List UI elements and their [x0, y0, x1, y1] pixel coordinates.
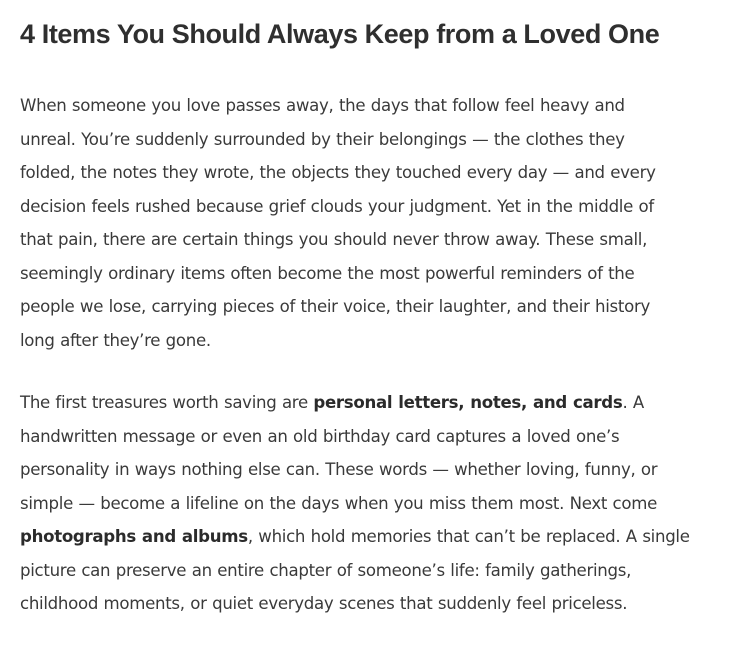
paragraph-line: that pain, there are certain things you should never throw away. These small, — [20, 230, 648, 249]
intro-paragraph — [20, 89, 656, 357]
paragraph-line: simple — become a lifeline on the days when you miss them most. Next come — [20, 493, 657, 513]
paragraph-line: When someone you love passes away, the days that follow feel heavy and — [20, 96, 625, 115]
items-paragraph — [20, 386, 690, 621]
paragraph-line: childhood moments, or quiet everyday scenes that suddenly feel priceless. — [20, 594, 628, 613]
paragraph-line: personality in ways nothing else can. These words — whether loving, funny, or — [20, 460, 658, 479]
paragraph-line: seemingly ordinary items often become the most powerful reminders of the — [20, 263, 635, 283]
article-title: 4 Items You Should Always Keep from a Loved One — [20, 19, 660, 49]
paragraph-line — [20, 386, 690, 420]
line-text: The first treasures worth saving are — [20, 393, 314, 412]
paragraph-line: people we lose, carrying pieces of their voice, their laughter, and their history — [20, 297, 650, 316]
paragraph-line: decision feels rushed because grief clouds your judgment. Yet in the middle of — [20, 196, 654, 216]
bold-item-photographs: photographs and albums — [20, 527, 248, 546]
paragraph-line: picture can preserve an entire chapter of someone’s life: family gatherings, — [20, 560, 632, 580]
line-text: , which hold memories that can’t be replaced. A single — [247, 527, 690, 546]
paragraph-line: long after they’re gone. — [20, 330, 211, 350]
bold-item-letters: personal letters, notes, and cards — [313, 393, 623, 412]
article — [20, 14, 746, 613]
paragraph-line: handwritten message or even an old birthday card captures a loved one’s — [20, 426, 620, 446]
paragraph-line: folded, the notes they wrote, the objects they touched every day — and every — [20, 163, 656, 182]
paragraph-line — [20, 520, 690, 554]
line-text: . A — [622, 393, 644, 412]
paragraph-line: unreal. You’re suddenly surrounded by their belongings — the clothes they — [20, 129, 625, 149]
